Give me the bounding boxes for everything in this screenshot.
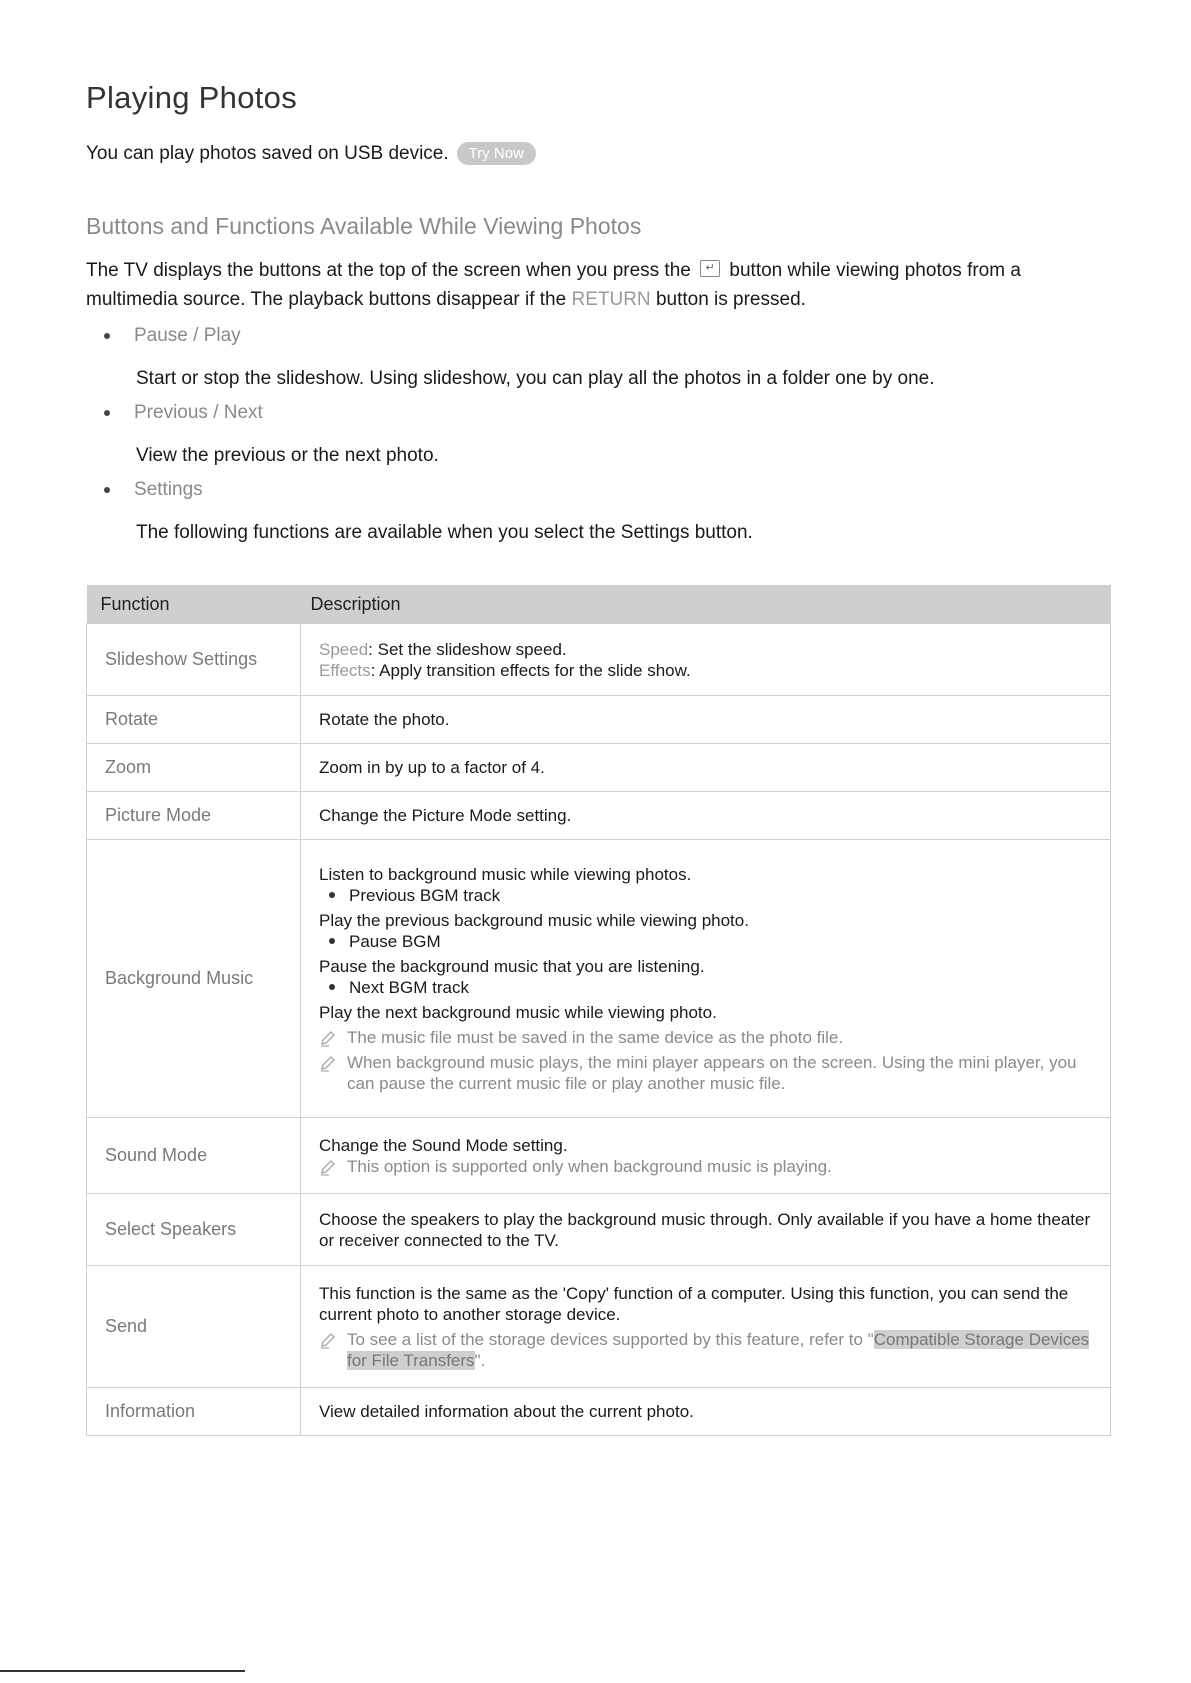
section-title: Buttons and Functions Available While Viewing Photos [86, 213, 642, 239]
bullet-icon [329, 938, 335, 944]
sub-list-item: Next BGM track [329, 977, 1092, 998]
paragraph-part3: button is pressed. [655, 289, 806, 310]
speed-text: : Set the slideshow speed. [368, 639, 567, 659]
pencil-note-icon [319, 1054, 337, 1072]
table-row [87, 1388, 1111, 1436]
table-row [87, 1118, 1111, 1194]
function-description: Change the Picture Mode setting. [301, 792, 1111, 840]
function-name: Zoom [87, 744, 301, 792]
list-item [86, 402, 1116, 468]
page-title: Playing Photos [86, 80, 297, 115]
list-item [86, 325, 1116, 391]
intro-line [86, 142, 1116, 165]
header-function: Function [87, 585, 301, 624]
document-page [86, 80, 1116, 1436]
bullet-icon [329, 984, 335, 990]
bullet-icon [104, 410, 110, 416]
pencil-note-icon [319, 1158, 337, 1176]
effects-text: : Apply transition effects for the slide show. [370, 660, 691, 680]
header-description: Description [301, 585, 1111, 624]
function-list [86, 325, 1116, 545]
function-name: Information [87, 1388, 301, 1436]
compatible-storage-link[interactable]: Compatible Storage Devices for File Transfers [347, 1329, 1090, 1370]
paragraph-part1: The TV displays the buttons at the top of the screen when you press the [86, 260, 691, 281]
note: To see a list of the storage devices supported by this feature, refer to "Compatible Storage Devices for File Transfers". [319, 1329, 1092, 1371]
intro-text: You can play photos saved on USB device. [86, 142, 449, 164]
bgm-b1-desc: Play the previous background music while viewing photo. [319, 910, 749, 930]
return-label: RETURN [571, 289, 651, 310]
function-description: View detailed information about the current photo. [301, 1388, 1111, 1436]
settings-table [86, 585, 1111, 1436]
function-name: Rotate [87, 696, 301, 744]
function-name: Sound Mode [87, 1118, 301, 1194]
function-description: This function is the same as the 'Copy' function of a computer. Using this function, you can send the current photo to another storage device. To see a list of the storage devices supported by this feature, refer to "Compatible Storage Devices for File Transfers". [301, 1266, 1111, 1388]
function-description: Zoom in by up to a factor of 4. [301, 744, 1111, 792]
function-description [301, 840, 1111, 1118]
bullet-description: The following functions are available when you select the Settings button. [136, 522, 753, 543]
bullet-heading: Previous / Next [134, 402, 263, 423]
bullet-icon [329, 892, 335, 898]
bgm-intro: Listen to background music while viewing photos. [319, 864, 692, 884]
pencil-note-icon [319, 1331, 337, 1349]
function-name: Background Music [87, 840, 301, 1118]
table-row [87, 696, 1111, 744]
table-row [87, 840, 1111, 1118]
bullet-heading: Settings [134, 479, 203, 500]
bullet-icon [104, 487, 110, 493]
function-description [301, 624, 1111, 696]
enter-button-icon: ↵ [700, 260, 720, 277]
function-name: Send [87, 1266, 301, 1388]
speed-label: Speed [319, 639, 369, 659]
function-description: Choose the speakers to play the background music through. Only available if you have a home theater or receiver connected to the TV. [301, 1194, 1111, 1266]
intro-paragraph [86, 256, 1116, 314]
table-row [87, 744, 1111, 792]
table-header-row [87, 585, 1111, 624]
table-row [87, 792, 1111, 840]
bullet-heading: Pause / Play [134, 325, 241, 346]
bullet-description: View the previous or the next photo. [136, 445, 439, 466]
try-now-button[interactable]: Try Now [457, 142, 536, 165]
bullet-icon [104, 333, 110, 339]
pencil-note-icon [319, 1029, 337, 1047]
table-row [87, 1266, 1111, 1388]
function-name: Slideshow Settings [87, 624, 301, 696]
list-item [86, 479, 1116, 545]
function-name: Select Speakers [87, 1194, 301, 1266]
function-description: Rotate the photo. [301, 696, 1111, 744]
note: When background music plays, the mini player appears on the screen. Using the mini player, you can pause the current music file or play another music file. [319, 1052, 1092, 1094]
note: The music file must be saved in the same device as the photo file. [319, 1027, 1092, 1048]
table-row [87, 624, 1111, 696]
footer-divider [0, 1670, 245, 1672]
bgm-b2-desc: Pause the background music that you are listening. [319, 956, 705, 976]
bullet-description: Start or stop the slideshow. Using slideshow, you can play all the photos in a folder one by one. [136, 368, 935, 389]
table-row [87, 1194, 1111, 1266]
note: This option is supported only when background music is playing. [319, 1156, 1092, 1177]
function-description: Change the Sound Mode setting. This option is supported only when background music is playing. [301, 1118, 1111, 1194]
sub-list-item: Previous BGM track [329, 885, 1092, 906]
bgm-b3-desc: Play the next background music while viewing photo. [319, 1002, 717, 1022]
paragraph-part2: button while viewing photos from a multimedia source. The playback buttons disappear if the [86, 260, 1021, 310]
function-name: Picture Mode [87, 792, 301, 840]
sub-list-item: Pause BGM [329, 931, 1092, 952]
effects-label: Effects [319, 660, 371, 680]
